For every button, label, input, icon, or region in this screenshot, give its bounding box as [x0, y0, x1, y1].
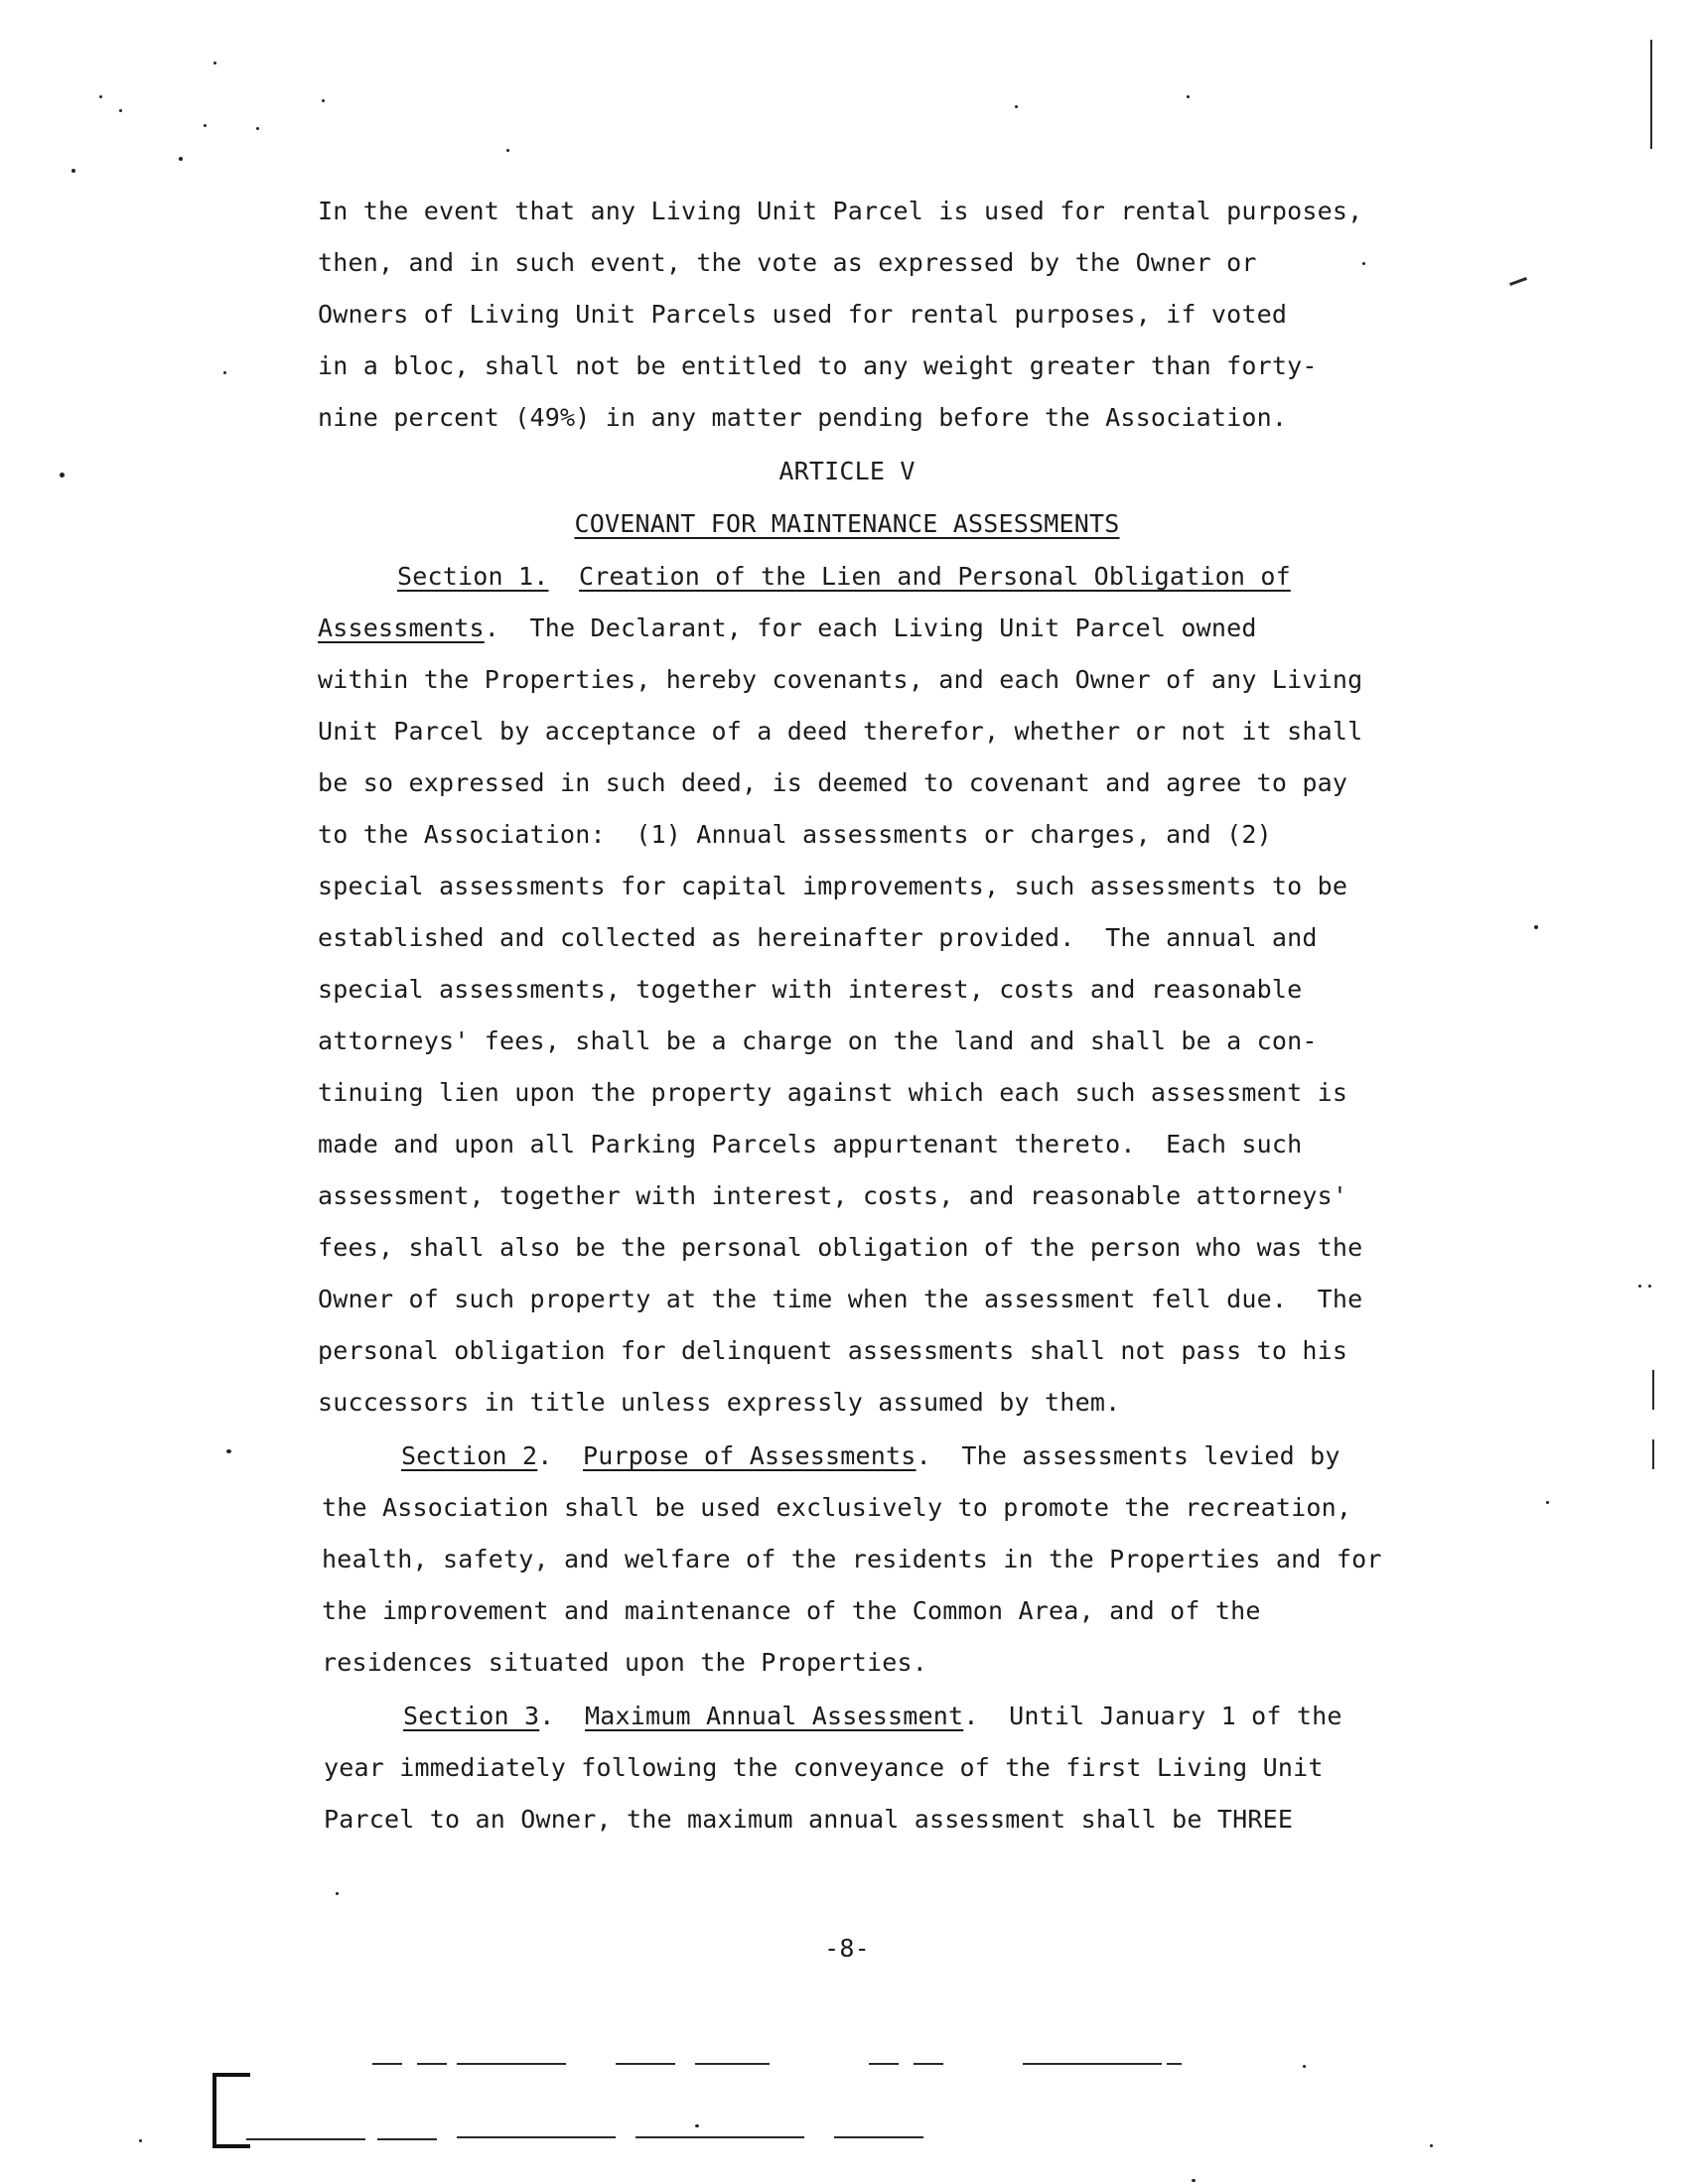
article-title-text: COVENANT FOR MAINTENANCE ASSESSMENTS [574, 509, 1120, 538]
scan-mark [1509, 277, 1527, 286]
section-2-label: Section 2 [401, 1441, 538, 1470]
text-line: nine percent (49%) in any matter pending before the Association. [318, 403, 1288, 432]
section-2-first-line-text: . The assessments levied by [916, 1441, 1341, 1470]
section-3-label: Section 3 [403, 1702, 540, 1730]
text-line: the improvement and maintenance of the Common Area, and of the [322, 1596, 1261, 1625]
text-line: assessment, together with interest, costs, and reasonable attorneys' [318, 1181, 1348, 1210]
scan-edge-mark [1650, 40, 1652, 149]
corner-bracket [212, 2073, 250, 2148]
text-line: the Association shall be used exclusively to promote the recreation, [322, 1493, 1352, 1522]
article-heading: ARTICLE V [778, 457, 916, 485]
text-line: Unit Parcel by acceptance of a deed therefor, whether or not it shall [318, 717, 1363, 746]
page-number: -8- [824, 1934, 870, 1963]
text-line: then, and in such event, the vote as expressed by the Owner or [318, 248, 1257, 277]
text-line: Owners of Living Unit Parcels used for rental purposes, if voted [318, 300, 1288, 329]
section-1-title: Creation of the Lien and Personal Obligation of [579, 562, 1291, 591]
text-line: Parcel to an Owner, the maximum annual assessment shall be THREE [324, 1805, 1294, 1834]
scan-edge-mark [1652, 1370, 1654, 1410]
text-line: fees, shall also be the personal obligation of the person who was the [318, 1233, 1363, 1262]
text-line: attorneys' fees, shall be a charge on the land and shall be a con- [318, 1026, 1318, 1055]
text-line: made and upon all Parking Parcels appurtenant thereto. Each such [318, 1130, 1303, 1159]
text-line: tinuing lien upon the property against which each such assessment is [318, 1078, 1348, 1107]
text-line: successors in title unless expressly assumed by them. [318, 1388, 1121, 1417]
text-line: residences situated upon the Properties. [322, 1648, 928, 1677]
section-2-title: Purpose of Assessments [583, 1441, 917, 1470]
section-1-first-line [318, 614, 1257, 643]
text-line: special assessments, together with interest, costs and reasonable [318, 975, 1303, 1004]
section-3-heading: Section 3. Maximum Annual Assessment. Until January 1 of the [403, 1702, 1342, 1730]
text-line: year immediately following the conveyance of the first Living Unit [324, 1753, 1324, 1782]
text-line: in a bloc, shall not be entitled to any weight greater than forty- [318, 351, 1318, 380]
text-line: be so expressed in such deed, is deemed to covenant and agree to pay [318, 768, 1348, 797]
text-line: In the event that any Living Unit Parcel is used for rental purposes, [318, 197, 1363, 225]
text-line: established and collected as hereinafter provided. The annual and [318, 923, 1318, 952]
text-line: within the Properties, hereby covenants, and each Owner of any Living [318, 665, 1363, 694]
article-title [0, 509, 1694, 539]
text-line: personal obligation for delinquent assessments shall not pass to his [318, 1336, 1348, 1365]
section-3-title: Maximum Annual Assessment [585, 1702, 964, 1730]
text-line: Owner of such property at the time when the assessment fell due. The [318, 1285, 1363, 1313]
text-line: to the Association: (1) Annual assessments or charges, and (2) [318, 820, 1272, 849]
section-1-label: Section 1. [397, 562, 549, 591]
text-line: special assessments for capital improvements, such assessments to be [318, 872, 1348, 900]
section-2-heading: Section 2. Purpose of Assessments. The assessments levied by [401, 1441, 1341, 1470]
section-1-heading [397, 562, 1291, 592]
text-line: health, safety, and welfare of the residents in the Properties and for [322, 1545, 1382, 1573]
section-3-first-line-text: . Until January 1 of the [963, 1702, 1342, 1730]
scan-edge-mark [1652, 1439, 1654, 1469]
section-1-first-line-text: . The Declarant, for each Living Unit Parcel owned [484, 614, 1257, 642]
section-1-title-cont: Assessments [318, 614, 485, 642]
